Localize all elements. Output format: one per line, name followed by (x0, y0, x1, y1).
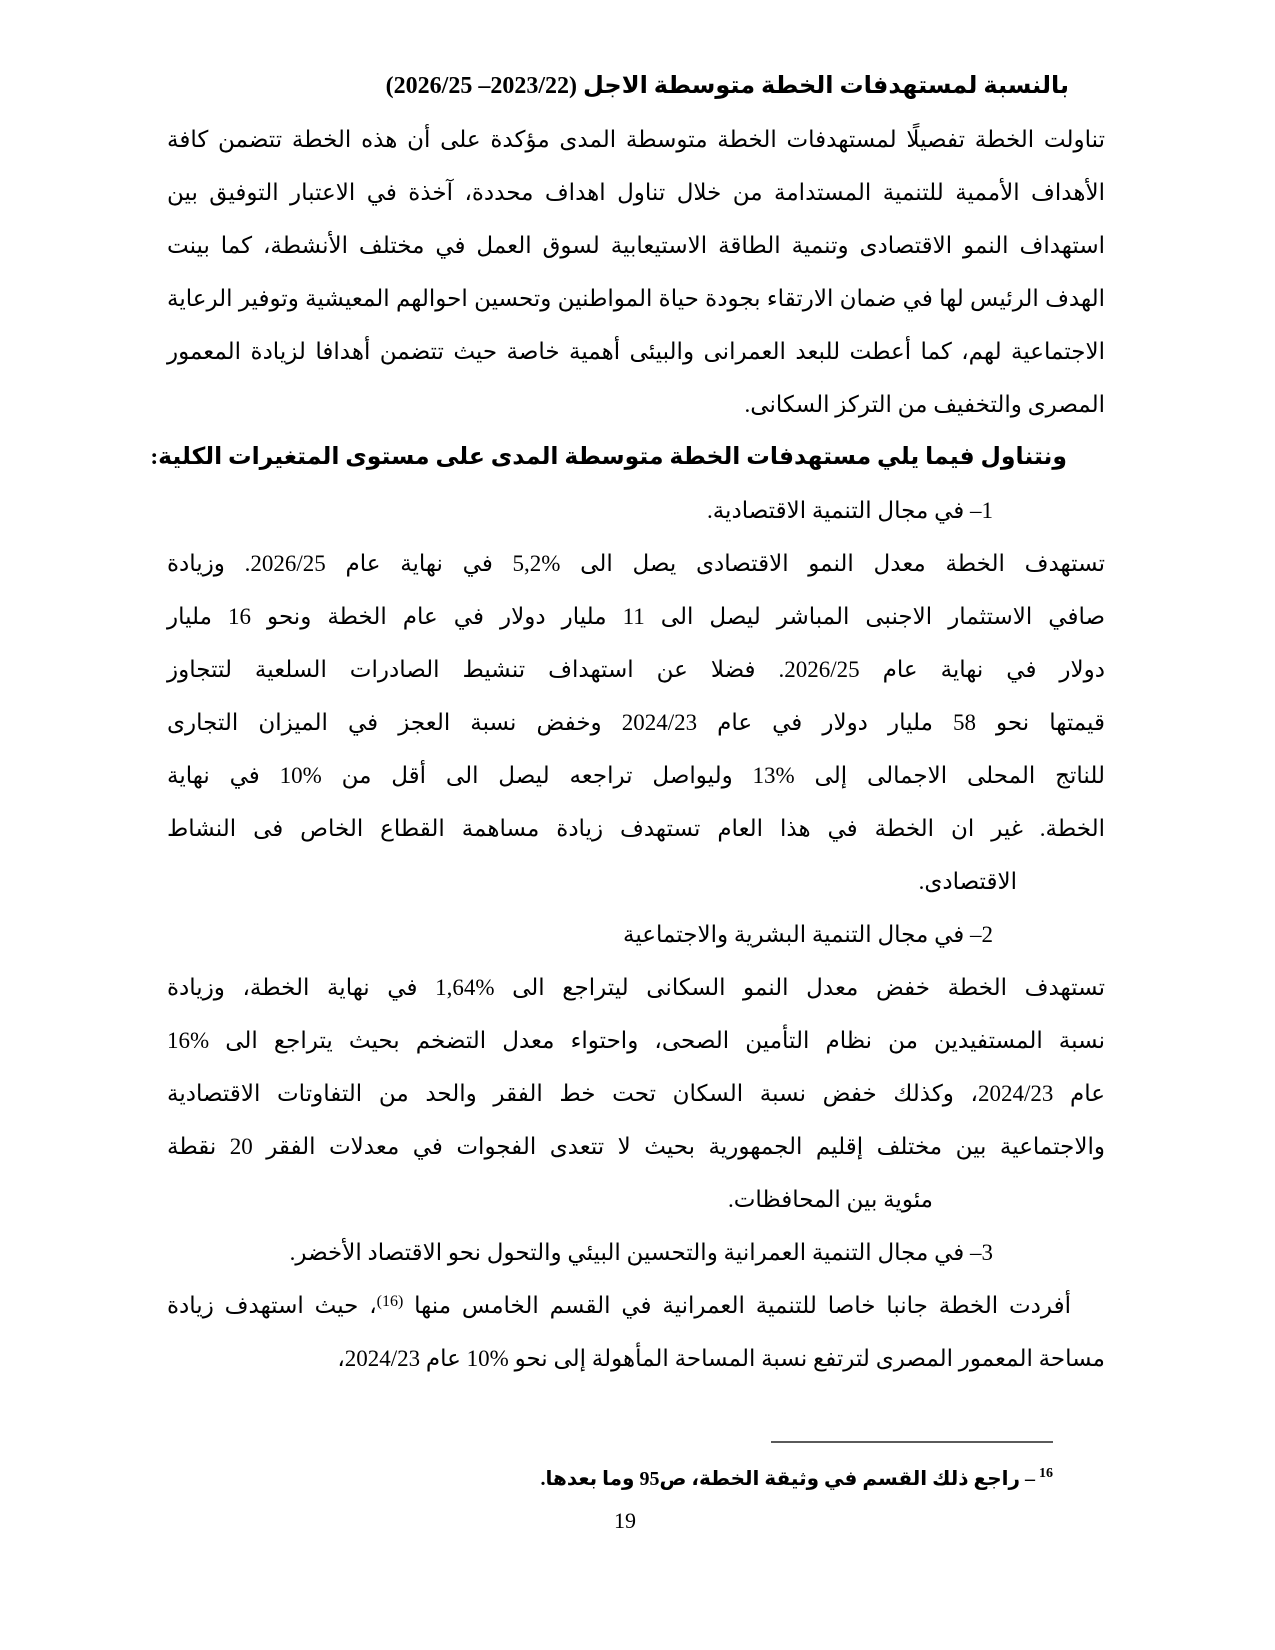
footnote-separator (771, 1441, 1053, 1443)
paragraph-text: أفردت الخطة جانبا خاصا للتنمية العمرانية في القسم الخامس منها (403, 1293, 1071, 1318)
footnote-marker: 16 (1039, 1466, 1053, 1481)
paragraph-3-line: والاجتماعية بين مختلف إقليم الجمهورية بحيث لا تتعدى الفجوات في معدلات الفقر 20 نقطة (167, 1134, 1105, 1159)
list-item-2: 2– في مجال التنمية البشرية والاجتماعية (623, 922, 993, 947)
page-number: 19 (614, 1508, 636, 1533)
paragraph-1-line: استهداف النمو الاقتصادى وتنمية الطاقة الاستيعابية لسوق العمل في مختلف الأنشطة، كما بينت (167, 233, 1105, 258)
section-heading: ونتناول فيما يلي مستهدفات الخطة متوسطة المدى على مستوى المتغيرات الكلية: (150, 444, 1067, 470)
paragraph-4-line: مساحة المعمور المصرى لترتفع نسبة المساحة المأهولة إلى نحو %10 عام 2024/23، (337, 1346, 1105, 1371)
paragraph-4-line (167, 1279, 1105, 1332)
paragraph-1-line: الأهداف الأممية للتنمية المستدامة من خلال تناول اهداف محددة، آخذة في الاعتبار التوفيق بين (167, 180, 1105, 205)
paragraph-text: ، حيث استهدف زيادة (167, 1293, 377, 1318)
list-item-1: 1– في مجال التنمية الاقتصادية. (706, 498, 993, 523)
paragraph-3-line: نسبة المستفيدين من نظام التأمين الصحى، واحتواء معدل التضخم بحيث يتراجع الى %16 (167, 1028, 1105, 1053)
footnote-reference: (16) (376, 1293, 404, 1310)
paragraph-3-line: عام 2024/23، وكذلك خفض نسبة السكان تحت خط الفقر والحد من التفاوتات الاقتصادية (167, 1081, 1105, 1106)
paragraph-2-line: صافي الاستثمار الاجنبى المباشر ليصل الى 11 مليار دولار في عام الخطة ونحو 16 مليار (167, 604, 1105, 629)
footnote-text: – راجع ذلك القسم في وثيقة الخطة، ص95 وما بعدها. (540, 1468, 1035, 1490)
paragraph-1-line: الهدف الرئيس لها في ضمان الارتقاء بجودة حياة المواطنين وتحسين احوالهم المعيشية وتوفير الرعاية (167, 286, 1105, 311)
footnote-area (167, 1441, 1105, 1496)
footnote (167, 1457, 1053, 1496)
paragraph-1-line: المصرى والتخفيف من التركز السكانى. (744, 392, 1105, 417)
paragraph-2-line: تستهدف الخطة معدل النمو الاقتصادى يصل الى %5,2 في نهاية عام 2026/25. وزيادة (167, 551, 1105, 576)
paragraph-2-line: الاقتصادى. (918, 869, 1017, 894)
paragraph-2-line: دولار في نهاية عام 2026/25. فضلا عن استهداف تنشيط الصادرات السلعية لتتجاوز (167, 657, 1106, 682)
text-block (150, 60, 1106, 1496)
paragraph-3-line: تستهدف الخطة خفض معدل النمو السكانى ليتراجع الى %1,64 في نهاية الخطة، وزيادة (167, 975, 1105, 1000)
paragraph-2-line: للناتج المحلى الاجمالى إلى %13 وليواصل تراجعه ليصل الى أقل من %10 في نهاية (167, 763, 1105, 788)
paragraph-2-line: قيمتها نحو 58 مليار دولار في عام 2024/23 وخفض نسبة العجز في الميزان التجارى (167, 710, 1105, 735)
paragraph-1-line: الاجتماعية لهم، كما أعطت للبعد العمرانى والبيئى أهمية خاصة حيث تتضمن أهدافا لزيادة المعمور (167, 339, 1105, 364)
list-item-3: 3– في مجال التنمية العمرانية والتحسين البيئي والتحول نحو الاقتصاد الأخضر. (289, 1240, 993, 1265)
paragraph-1-line: تناولت الخطة تفصيلًا لمستهدفات الخطة متوسطة المدى مؤكدة على أن هذه الخطة تتضمن كافة (167, 127, 1105, 152)
paragraph-2-line: الخطة. غير ان الخطة في هذا العام تستهدف زيادة مساهمة القطاع الخاص فى النشاط (167, 816, 1105, 841)
document-title: بالنسبة لمستهدفات الخطة متوسطة الاجل (2023/22– 2026/25) (385, 73, 1069, 99)
paragraph-3-line: مئوية بين المحافظات. (727, 1187, 933, 1212)
